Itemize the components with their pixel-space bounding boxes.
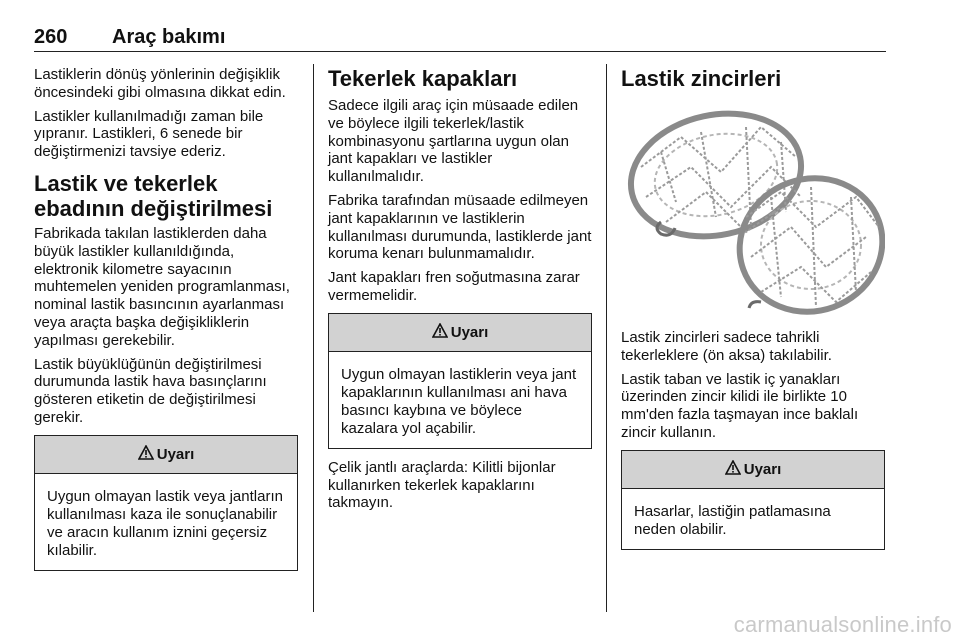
paragraph: Lastikler kullanılmadığı zaman bile yıpranır. Lastikleri, 6 senede bir değiştirmenizi tavsiye ederiz.	[34, 107, 264, 161]
paragraph: Sadece ilgili araç için müsaade edilen ve böylece ilgili tekerlek/lastik kombinasyonu şartlarına uygun olan jant kapakları ve lastikler kullanılmalıdır.	[328, 97, 579, 186]
paragraph: Fabrika tarafından müsaade edilmeyen jant kapaklarının ve lastiklerin kullanılması durumunda, lastiklerde jant koruma kenarı bulunmamalıdır.	[328, 191, 592, 263]
column-1	[34, 66, 298, 581]
warning-text: Hasarlar, lastiğin patlamasına neden olabilir.	[634, 502, 831, 538]
warning-text: Uygun olmayan lastik veya jantların kullanılması kaza ile sonuçlanabilir ve aracın kullanım iznini geçersiz kılabilir.	[47, 487, 283, 559]
section-heading: Lastik ve tekerlek ebadının değiştirilmesi	[34, 170, 273, 221]
warning-header	[35, 436, 297, 474]
paragraph: Lastik büyüklüğünün değiştirilmesi durumunda lastik hava basınçlarını gösteren etiketin de değiştirilmesi gerekir.	[34, 355, 267, 426]
warning-title: Uyarı	[450, 323, 489, 341]
warning-box	[34, 435, 298, 571]
warning-triangle-icon	[725, 460, 741, 479]
paragraph: Lastik taban ve lastik iç yanakları üzerinden zincir kilidi ile birlikte 10 mm'den fazla taşmayan ince baklalı zincir kullanın.	[621, 370, 859, 441]
paragraph: Jant kapakları fren soğutmasına zarar vermemelidir.	[328, 269, 580, 304]
chapter-title: Araç bakımı	[112, 26, 226, 48]
column-divider-2	[606, 64, 607, 612]
snow-chain-illustration	[621, 97, 885, 317]
warning-box	[621, 450, 885, 550]
paragraph: Lastiklerin dönüş yönlerinin değişiklik öncesindeki gibi olmasına dikkat edin.	[34, 66, 286, 101]
page-number: 260	[34, 26, 68, 48]
page-header	[34, 26, 886, 54]
section-heading: Lastik zincirleri	[621, 66, 782, 91]
section-heading: Tekerlek kapakları	[328, 66, 518, 91]
paragraph: Fabrikada takılan lastiklerden daha büyük lastikler kullanıldığında, elektronik kilometre sayacının muhtemelen yeniden programlanması, nominal lastik basıncının ayarlanması veya araçta başka değişikliklerin yapılması gerekebilir.	[34, 224, 290, 349]
column-3	[621, 66, 885, 560]
header-divider	[34, 51, 886, 52]
watermark: carmanualsonline.info	[733, 612, 952, 637]
warning-triangle-icon	[432, 323, 448, 342]
column-2	[328, 66, 592, 518]
warning-box	[328, 313, 592, 449]
warning-title: Uyarı	[156, 445, 195, 463]
warning-text: Uygun olmayan lastiklerin veya jant kapaklarının kullanılması ani hava basıncı kaybına ve böylece kazalara yol açabilir.	[341, 365, 577, 437]
paragraph: Çelik jantlı araçlarda: Kilitli bijonlar kullanırken tekerlek kapaklarını takmayın.	[328, 458, 556, 512]
column-divider-1	[313, 64, 314, 612]
warning-header	[329, 314, 591, 352]
warning-header	[622, 451, 884, 489]
warning-triangle-icon	[138, 445, 154, 464]
paragraph: Lastik zincirleri sadece tahrikli tekerleklere (ön aksa) takılabilir.	[621, 329, 832, 364]
warning-title: Uyarı	[743, 460, 782, 478]
